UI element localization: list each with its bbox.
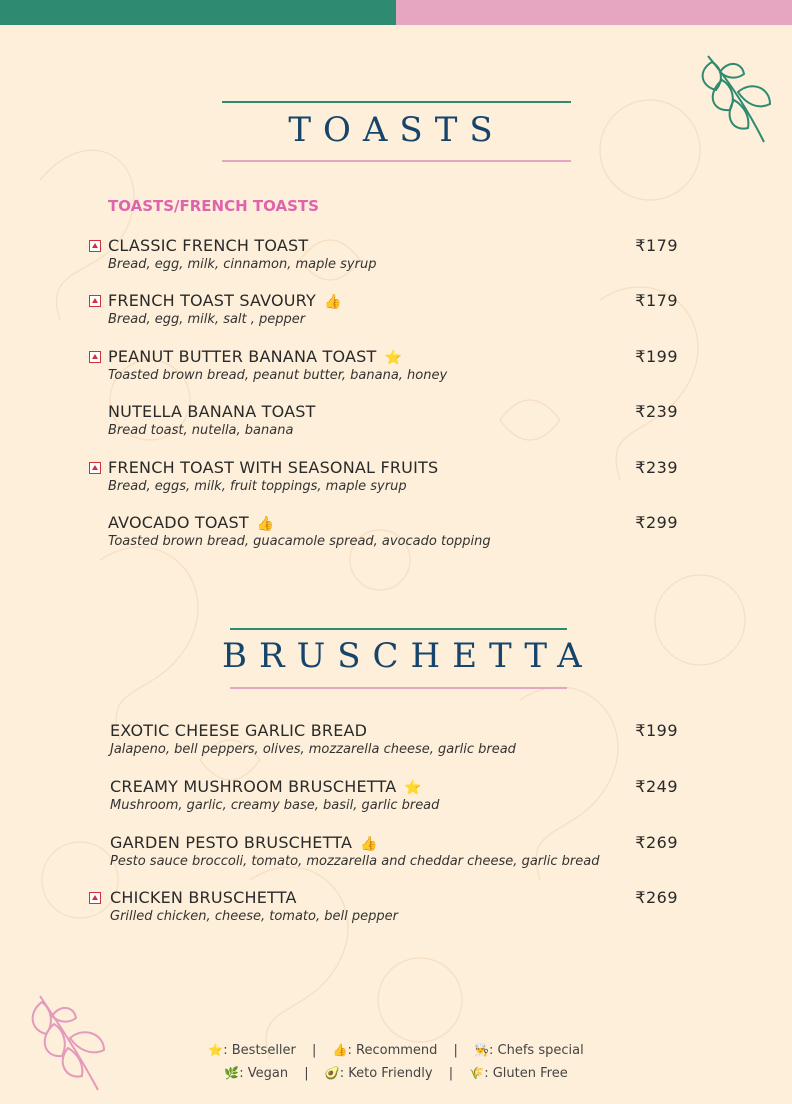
menu-item-name-text: FRENCH TOAST WITH SEASONAL FRUITS xyxy=(108,457,439,477)
menu-item xyxy=(0,236,792,280)
menu-item xyxy=(0,888,792,932)
menu-item-name-text: GARDEN PESTO BRUSCHETTA xyxy=(110,832,353,852)
section-title-toasts: TOASTS xyxy=(288,110,505,150)
menu-item-name xyxy=(108,291,342,310)
recommend-thumbs-up-icon: 👍 xyxy=(332,1043,348,1057)
recommend-thumbs-up-icon: 👍 xyxy=(360,835,378,852)
menu-item-price: ₹269 xyxy=(635,888,678,908)
menu-item-name-text: AVOCADO TOAST xyxy=(108,513,249,532)
legend-separator: | xyxy=(312,1043,317,1058)
menu-item-name-text: CLASSIC FRENCH TOAST xyxy=(108,236,309,255)
bruschetta-title-bottom-rule xyxy=(230,687,567,689)
chef-hat-icon: 👨‍🍳 xyxy=(474,1043,490,1057)
menu-item-name xyxy=(108,236,308,255)
menu-item-price: ₹269 xyxy=(635,832,678,852)
legend-vegan-label: : Vegan xyxy=(239,1066,289,1081)
menu-item xyxy=(0,777,792,821)
bestseller-star-icon: ⭐ xyxy=(404,779,422,796)
gluten-free-icon: 🌾 xyxy=(469,1066,485,1080)
non-veg-icon xyxy=(89,240,101,252)
menu-item-price: ₹199 xyxy=(635,346,678,366)
menu-item-description: Mushroom, garlic, creamy base, basil, garlic bread xyxy=(110,797,440,813)
non-veg-icon xyxy=(89,351,101,363)
section-title-bruschetta: BRUSCHETTA xyxy=(222,636,594,676)
menu-item xyxy=(0,347,792,391)
top-bar-teal xyxy=(0,0,396,25)
legend-row-1 xyxy=(0,1043,792,1058)
legend-row-2 xyxy=(0,1066,792,1081)
menu-item xyxy=(0,291,792,335)
menu-item-description: Grilled chicken, cheese, tomato, bell pepper xyxy=(110,909,398,925)
menu-item-name xyxy=(110,833,378,852)
menu-item-name-text: FRENCH TOAST SAVOURY xyxy=(108,291,316,311)
bruschetta-title-top-rule xyxy=(230,628,567,630)
toasts-title-top-rule xyxy=(222,101,571,103)
menu-item-name-text: CHICKEN BRUSCHETTA xyxy=(110,888,297,908)
legend-gluten-free-label: : Gluten Free xyxy=(484,1066,568,1081)
legend-recommend-label: : Recommend xyxy=(347,1043,438,1058)
non-veg-icon xyxy=(89,462,101,474)
menu-item-name xyxy=(110,888,297,907)
menu-item-description: Toasted brown bread, guacamole spread, avocado topping xyxy=(108,534,491,549)
menu-item-name-text: CREAMY MUSHROOM BRUSCHETTA xyxy=(110,776,397,796)
menu-item-name-text: PEANUT BUTTER BANANA TOAST xyxy=(108,346,377,366)
menu-item-price: ₹179 xyxy=(635,236,678,255)
menu-item xyxy=(0,833,792,877)
subheading-french-toasts: TOASTS/FRENCH TOASTS xyxy=(108,197,319,215)
bestseller-star-icon: ⭐ xyxy=(208,1043,224,1057)
menu-item xyxy=(0,402,792,446)
legend-keto-label: : Keto Friendly xyxy=(339,1066,433,1081)
menu-item-price: ₹239 xyxy=(635,402,678,422)
menu-item-name xyxy=(110,777,422,796)
menu-item-name xyxy=(110,721,367,740)
recommend-thumbs-up-icon: 👍 xyxy=(256,516,275,532)
legend-separator: | xyxy=(448,1066,454,1081)
menu-item-name xyxy=(108,347,402,366)
menu-item-name xyxy=(108,402,316,421)
menu-item-price: ₹299 xyxy=(635,513,678,532)
menu-item-price: ₹249 xyxy=(635,776,678,796)
top-bar-pink xyxy=(396,0,792,25)
vegan-leaf-icon: 🌿 xyxy=(224,1066,240,1080)
bestseller-star-icon: ⭐ xyxy=(384,349,403,366)
menu-item-price: ₹199 xyxy=(635,721,678,740)
menu-item-description: Bread, egg, milk, cinnamon, maple syrup xyxy=(108,257,377,272)
menu-item-name-text: EXOTIC CHEESE GARLIC BREAD xyxy=(110,721,368,740)
legend-separator: | xyxy=(453,1043,458,1058)
menu-item-name xyxy=(108,458,438,477)
menu-item xyxy=(0,721,792,765)
menu-item-description: Toasted brown bread, peanut butter, banana, honey xyxy=(108,367,448,383)
menu-item-description: Bread toast, nutella, banana xyxy=(108,423,294,439)
non-veg-icon xyxy=(89,892,101,904)
menu-item-name-text: NUTELLA BANANA TOAST xyxy=(108,402,316,422)
menu-item-description: Pesto sauce broccoli, tomato, mozzarella and cheddar cheese, garlic bread xyxy=(110,853,600,869)
keto-avocado-icon: 🥑 xyxy=(324,1066,340,1080)
herb-leaf-icon-top xyxy=(698,50,780,146)
toasts-title-bottom-rule xyxy=(222,160,571,162)
menu-item xyxy=(0,458,792,502)
menu-item xyxy=(0,513,792,557)
menu-item-price: ₹239 xyxy=(635,457,678,477)
menu-item-description: Bread, egg, milk, salt , pepper xyxy=(108,312,306,328)
menu-item-description: Bread, eggs, milk, fruit toppings, maple syrup xyxy=(108,478,407,494)
non-veg-icon xyxy=(89,295,101,307)
legend-chefs-special-label: : Chefs special xyxy=(489,1043,584,1058)
menu-item-price: ₹179 xyxy=(635,291,678,311)
menu-item-description: Jalapeno, bell peppers, olives, mozzarella cheese, garlic bread xyxy=(110,742,516,757)
menu-item-name xyxy=(108,513,275,532)
legend-separator: | xyxy=(304,1066,309,1081)
legend-bestseller-label: : Bestseller xyxy=(223,1043,296,1058)
recommend-thumbs-up-icon: 👍 xyxy=(323,294,342,311)
